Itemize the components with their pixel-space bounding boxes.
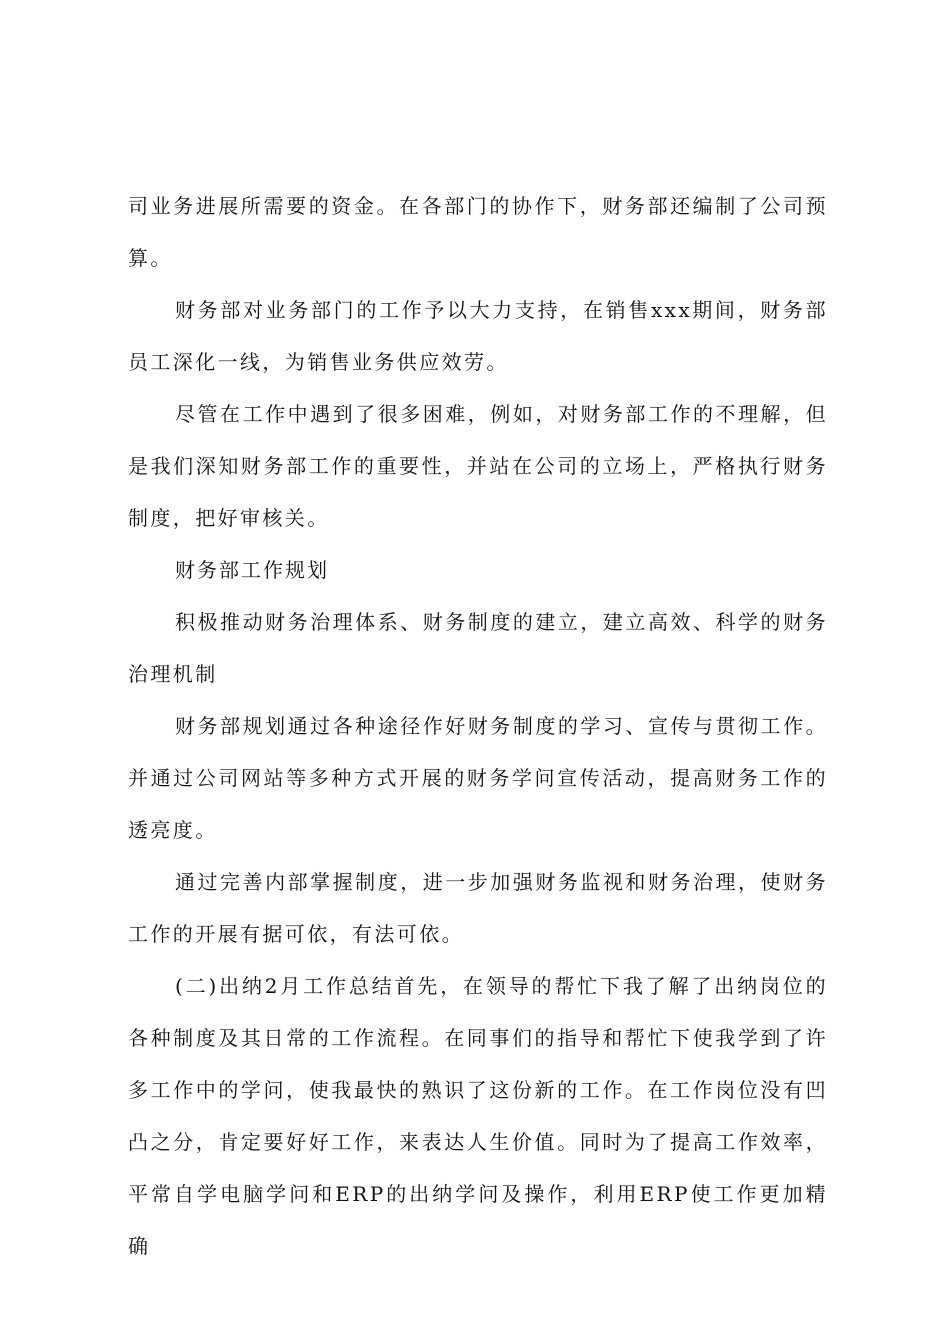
paragraph-governance-system: 积极推动财务治理体系、财务制度的建立，建立高效、科学的财务治理机制 (128, 610, 828, 686)
paragraph-cashier-summary: (二)出纳2月工作总结首先，在领导的帮忙下我了解了出纳岗位的各种制度及其日常的工作流程。在同事们的指导和帮忙下使我学到了许多工作中的学问，使我最快的熟识了这份新的工作。在工作岗位没有凹凸之分，肯定要好好工作，来表达人生价值。同时为了提高工作效率，平常自学电脑学问和ERP的出纳学问及操作，利用ERP使工作更加精确 (128, 974, 828, 1258)
paragraph-internal-control: 通过完善内部掌握制度，进一步加强财务监视和财务治理，使财务工作的开展有据可依，有法可依。 (128, 870, 828, 946)
paragraph-continuation: 司业务进展所需要的资金。在各部门的协作下，财务部还编制了公司预算。 (128, 194, 828, 270)
paragraph-sales-support: 财务部对业务部门的工作予以大力支持，在销售xxx期间，财务部员工深化一线，为销售业务供应效劳。 (128, 298, 828, 374)
paragraph-difficulties: 尽管在工作中遇到了很多困难，例如，对财务部工作的不理解，但是我们深知财务部工作的重要性，并站在公司的立场上，严格执行财务制度，把好审核关。 (128, 402, 828, 530)
section-heading-work-plan: 财务部工作规划 (175, 558, 329, 582)
paragraph-publicity-plan: 财务部规划通过各种途径作好财务制度的学习、宣传与贯彻工作。并通过公司网站等多种方式开展的财务学问宣传活动，提高财务工作的透亮度。 (128, 714, 828, 842)
document-body (128, 180, 828, 1272)
